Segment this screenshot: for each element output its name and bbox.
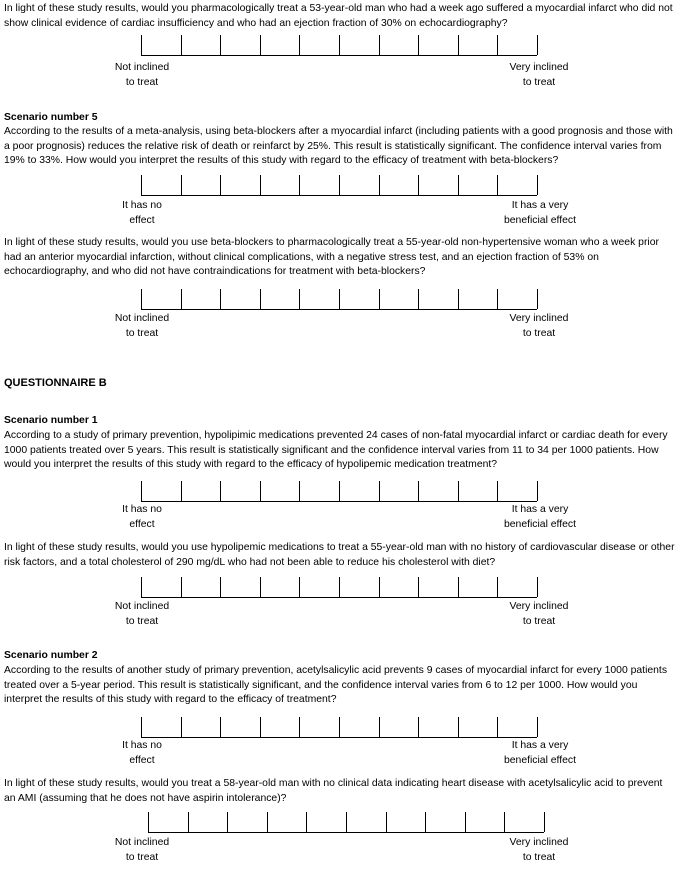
question-text: In light of these study results, would you use beta-blockers to pharmacologically treat a 55-year-old non-hypertensive woman who a week prior had an anterior myocardial infarction, without clinical complications, with a negative stress test, and an ejection fraction of 53% on echocardiography, and who did not have contraindications for treatment with beta-blockers? <box>4 237 659 278</box>
scale-left-anchor: Not inclined to treat <box>114 62 170 88</box>
rating-scale[interactable] <box>141 289 537 310</box>
rating-scale[interactable] <box>141 175 537 196</box>
questionnaire-heading: QUESTIONNAIRE B <box>4 377 107 389</box>
scale-left-anchor: Not inclined to treat <box>114 837 170 863</box>
rating-scale[interactable] <box>141 35 537 56</box>
scale-right-anchor: Very inclined to treat <box>509 313 569 339</box>
scale-right-anchor: It has a very beneficial effect <box>503 200 576 226</box>
question-text: According to the results of another study of primary prevention, acetylsalicylic acid prevents 9 cases of myocardial infarct for every 1000 patients treated over a 5-year period. This result is statistically significant, and the confidence interval varies from 6 to 12 per 1000. How would you interpret the results of this study with regard to the efficacy of treatment? <box>4 665 668 706</box>
rating-scale[interactable] <box>141 577 537 598</box>
scale-right-anchor: It has a very beneficial effect <box>503 740 576 766</box>
scenario-heading: Scenario number 1 <box>4 415 98 426</box>
scale-right-anchor: Very inclined to treat <box>509 837 569 863</box>
scale-left-anchor: Not inclined to treat <box>114 601 170 627</box>
scenario-heading: Scenario number 5 <box>4 112 98 123</box>
scale-right-anchor: Very inclined to treat <box>509 601 569 627</box>
scenario-heading: Scenario number 2 <box>4 650 98 661</box>
scale-left-anchor: It has no effect <box>122 200 162 226</box>
scale-left-anchor: Not inclined to treat <box>114 313 170 339</box>
scale-right-anchor: It has a very beneficial effect <box>503 504 576 530</box>
question-text: In light of these study results, would you pharmacologically treat a 53-year-old man who had a week ago suffered a myocardial infarct who did not show clinical evidence of cardiac insufficiency and who had an ejection fraction of 30% on echocardiography? <box>4 3 673 29</box>
question-text: In light of these study results, would you treat a 58-year-old man with no clinical data indicating heart disease with acetylsalicylic acid to prevent an AMI (assuming that he does not have aspirin intolerance)? <box>4 778 663 804</box>
scale-left-anchor: It has no effect <box>122 740 162 766</box>
scale-right-anchor: Very inclined to treat <box>509 62 569 88</box>
question-text: According to the results of a meta-analysis, using beta-blockers after a myocardial infarct (including patients with a good prognosis and those with a poor prognosis) reduces the relative risk of death or reinfarct by 25%. This result is statistically significant. The confidence interval varies from 19% to 33%. How would you interpret the results of this study with regard to the efficacy of treatment with beta-blockers? <box>4 126 673 167</box>
question-text: In light of these study results, would you use hypolipemic medications to treat a 55-year-old man with no history of cardiovascular disease or other risk factors, and a total cholesterol of 290 mg/dL who had not been able to reduce his cholesterol with diet? <box>4 542 675 568</box>
scale-left-anchor: It has no effect <box>122 504 162 530</box>
rating-scale[interactable] <box>141 481 537 502</box>
question-text: According to a study of primary prevention, hypolipimic medications prevented 24 cases of non-fatal myocardial infarct or cardiac death for every 1000 patients treated over 5 years. This result is statistically significant and the confidence interval varies from 11 to 34 per 1000 patients. How would you interpret the results of this study with regard to the efficacy of hypolipemic medication treatment? <box>4 430 668 471</box>
rating-scale[interactable] <box>148 812 544 833</box>
rating-scale[interactable] <box>141 717 537 738</box>
